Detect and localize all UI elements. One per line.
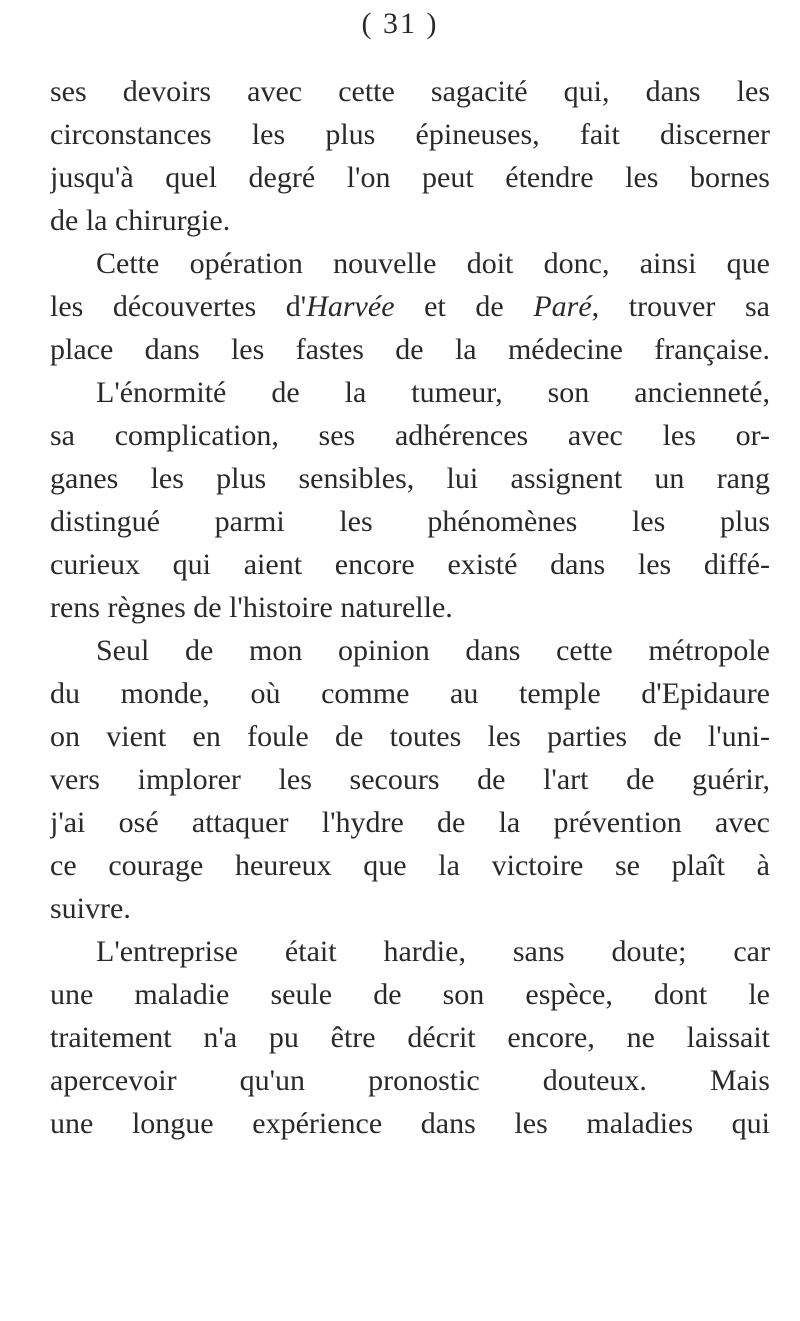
text-line: ses devoirs avec cette sagacité qui, dans les	[50, 75, 770, 108]
text-line: on vient en foule de toutes les parties de l'uni-	[50, 720, 770, 753]
text-line: place dans les fastes de la médecine française.	[50, 333, 770, 366]
text-line: apercevoir qu'un pronostic douteux. Mais	[50, 1064, 770, 1097]
text-line: rens règnes de l'histoire naturelle.	[50, 591, 453, 624]
text-line: j'ai osé attaquer l'hydre de la prévention avec	[50, 806, 770, 839]
text-line: jusqu'à quel degré l'on peut étendre les bornes	[50, 161, 770, 194]
text-line: ganes les plus sensibles, lui assignent un rang	[50, 462, 770, 495]
text-line: suivre.	[50, 892, 131, 925]
text-line: circonstances les plus épineuses, fait discerner	[50, 118, 770, 151]
text-line: Cette opération nouvelle doit donc, ainsi que	[96, 247, 770, 280]
text-line: ce courage heureux que la victoire se plaît à	[50, 849, 770, 882]
italic-name-harvee: Harvée	[306, 290, 395, 323]
text-line: de la chirurgie.	[50, 204, 231, 237]
text-line: du monde, où comme au temple d'Epidaure	[50, 677, 770, 710]
text-segment: et de	[394, 290, 534, 323]
text-line: Seul de mon opinion dans cette métropole	[96, 634, 770, 667]
page-number: ( 31 )	[361, 7, 439, 40]
text-line: L'énormité de la tumeur, son ancienneté,	[96, 376, 770, 409]
text-line: vers implorer les secours de l'art de guérir,	[50, 763, 770, 796]
text-line: traitement n'a pu être décrit encore, ne laissait	[50, 1021, 770, 1054]
text-line: sa complication, ses adhérences avec les or-	[50, 419, 770, 452]
text-line: distingué parmi les phénomènes les plus	[50, 505, 770, 538]
text-segment: , trouver sa	[591, 290, 770, 323]
text-line	[50, 285, 770, 328]
text-line: curieux qui aient encore existé dans les diffé-	[50, 548, 770, 581]
text-line: une maladie seule de son espèce, dont le	[50, 978, 770, 1011]
italic-name-pare: Paré	[533, 290, 592, 323]
body-text	[50, 70, 770, 1145]
text-line: L'entreprise était hardie, sans doute; car	[96, 935, 770, 968]
text-segment: les découvertes d'	[50, 290, 307, 323]
text-line: une longue expérience dans les maladies qui	[50, 1107, 770, 1140]
